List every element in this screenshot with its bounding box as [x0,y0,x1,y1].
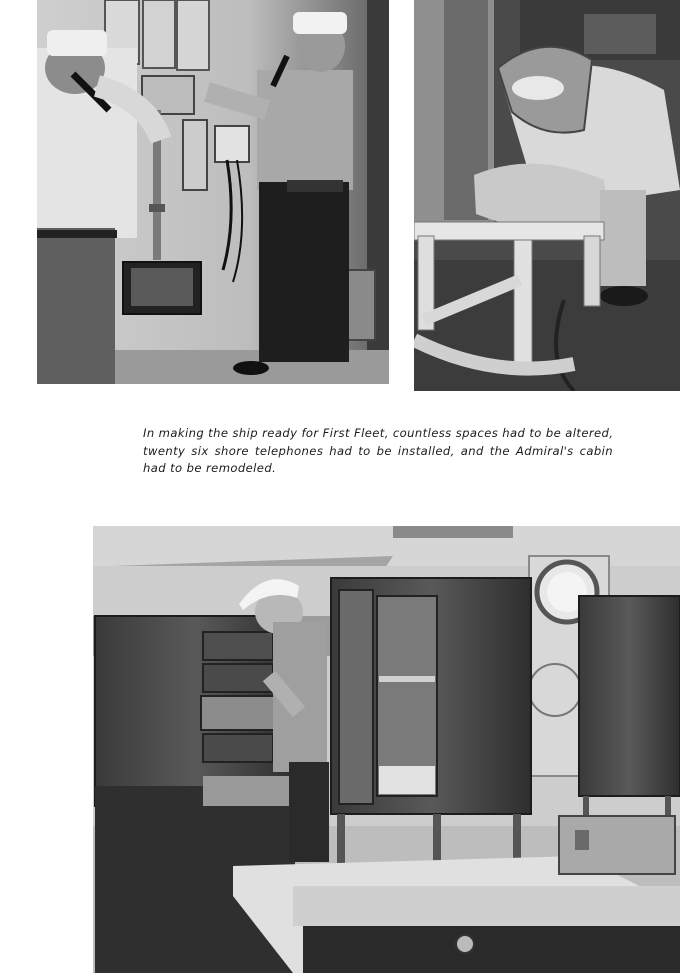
caption-line-3: had to be remodeled. [143,461,277,475]
caption-line-2: twenty six shore telephones had to be installed, and the Admiral's cabin [143,443,613,458]
telephone-photo-image [37,0,389,384]
caption-line-1: In making the ship ready for First Fleet, countless spaces had to be altered, [143,426,614,440]
photo-admirals-cabin-remodel [93,526,680,973]
photo-telephone-installation [37,0,389,384]
photo-welder [414,0,680,391]
photo-caption [143,425,613,478]
cabin-photo-image [93,526,680,973]
welding-photo-image [414,0,680,391]
